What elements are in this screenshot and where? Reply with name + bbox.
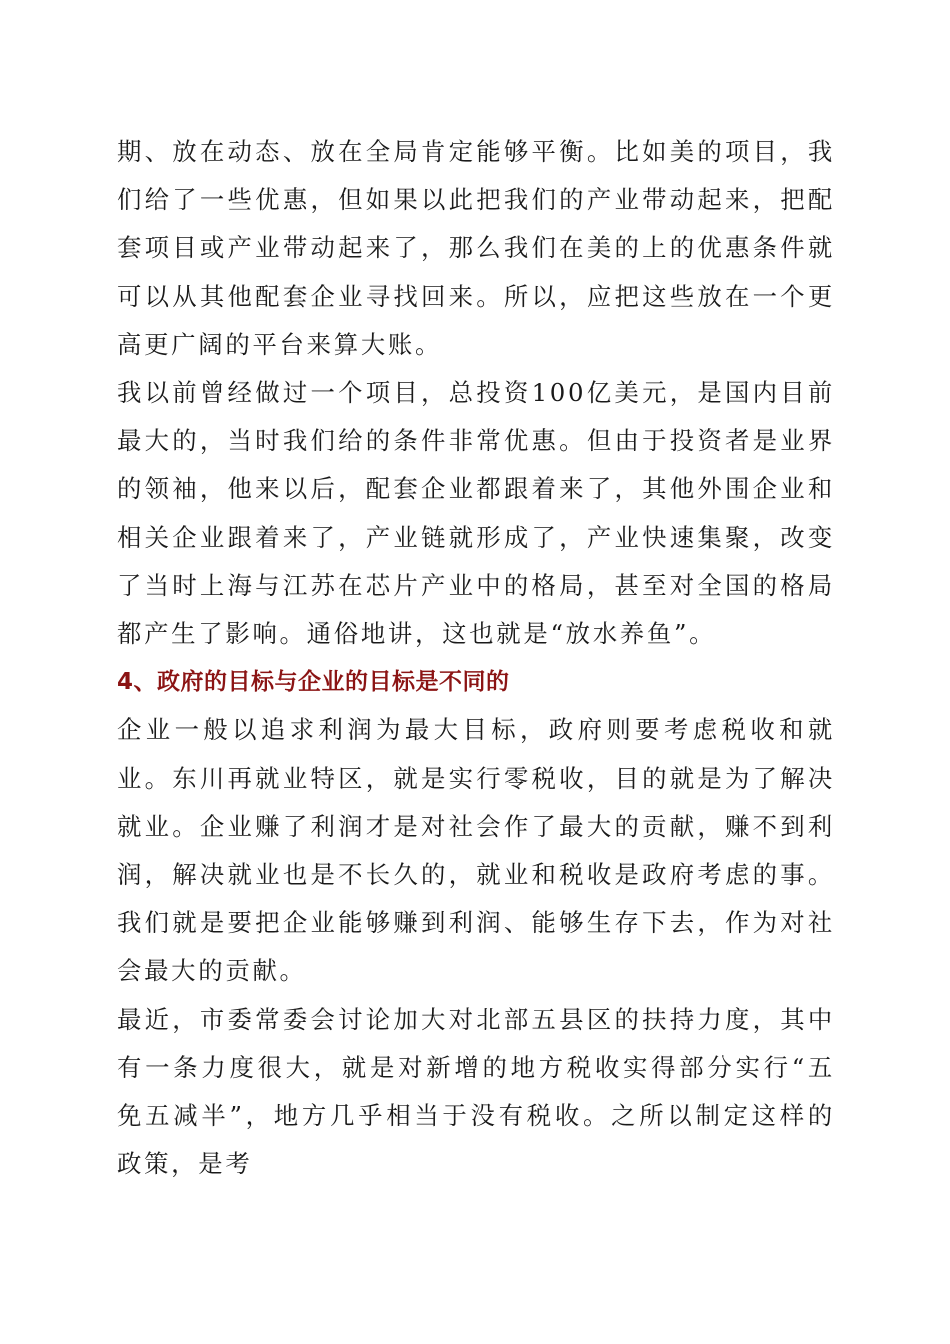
document-body xyxy=(117,128,835,1188)
section-paragraph-1: 企业一般以追求利润为最大目标，政府则要考虑税收和就业。东川再就业特区，就是实行零税收，目的就是为了解决就业。企业赚了利润才是对社会作了最大的贡献，赚不到利润，解决就业也是不长久的，就业和税收是政府考虑的事。我们就是要把企业能够赚到利润、能够生存下去，作为对社会最大的贡献。 xyxy=(117,715,835,986)
section-paragraph-2: 最近，市委常委会讨论加大对北部五县区的扶持力度，其中有一条力度很大，就是对新增的地方税收实得部分实行“五免五减半”，地方几乎相当于没有税收。之所以制定这样的政策，是考 xyxy=(117,1004,835,1179)
section-heading: 4、政府的目标与企业的目标是不同的 xyxy=(117,669,510,696)
body-paragraph-1: 期、放在动态、放在全局肯定能够平衡。比如美的项目，我们给了一些优惠，但如果以此把我们的产业带动起来，把配套项目或产业带动起来了，那么我们在美的上的优惠条件就可以从其他配套企业寻找回来。所以，应把这些放在一个更高更广阔的平台来算大账。 xyxy=(117,137,835,359)
body-paragraph-2: 我以前曾经做过一个项目，总投资100亿美元，是国内目前最大的，当时我们给的条件非常优惠。但由于投资者是业界的领袖，他来以后，配套企业都跟着来了，其他外围企业和相关企业跟着来了，产业链就形成了，产业快速集聚，改变了当时上海与江苏在芯片产业中的格局，甚至对全国的格局都产生了影响。通俗地讲，这也就是“放水养鱼”。 xyxy=(117,378,835,649)
